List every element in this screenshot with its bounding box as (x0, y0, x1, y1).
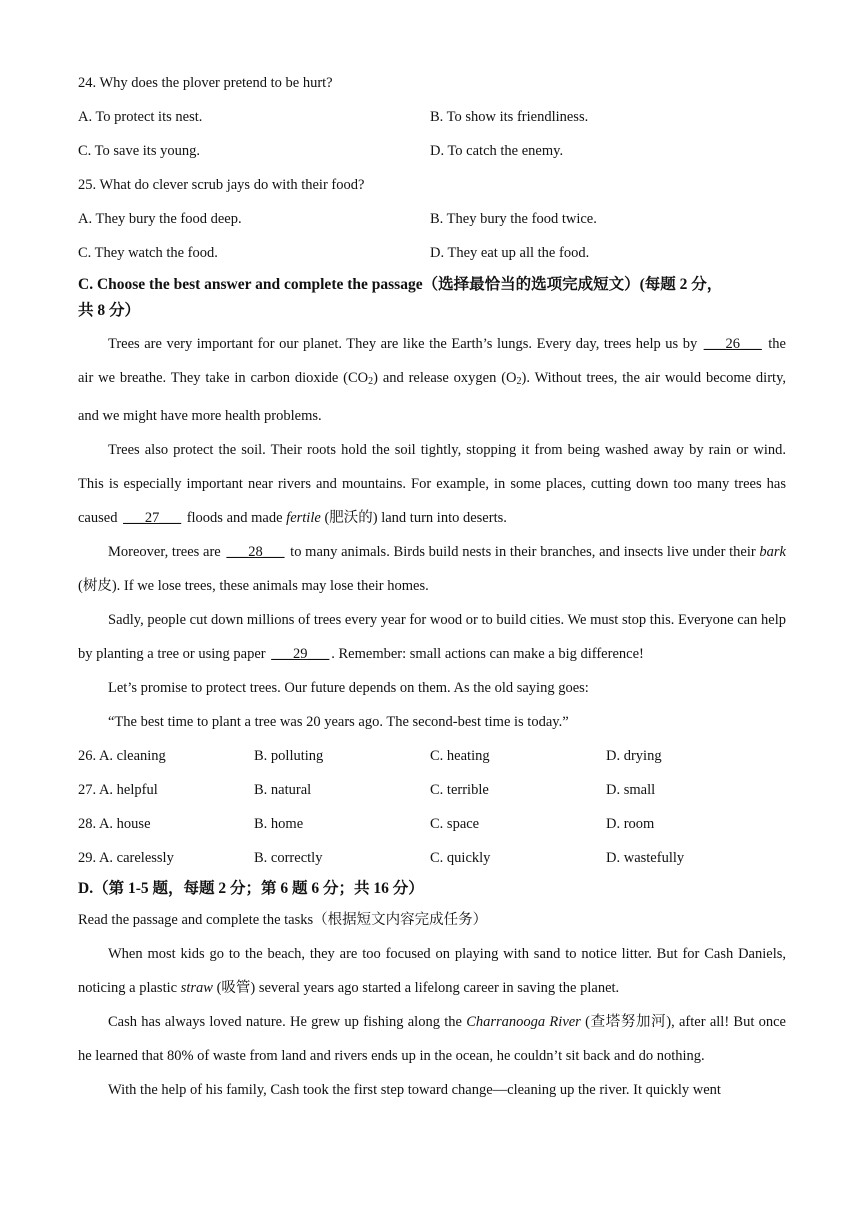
option-29-a[interactable]: 29. A. carelessly (78, 850, 174, 866)
option-28-b[interactable]: B. home (254, 816, 304, 832)
option-27-a[interactable]: 27. A. helpful (78, 782, 158, 798)
option-24-a[interactable]: A. To protect its nest. (78, 109, 203, 125)
option-29-c[interactable]: C. quickly (430, 850, 491, 866)
section-c-heading-line-2: 共 8 分） (78, 302, 141, 319)
option-25-c[interactable]: C. They watch the food. (78, 245, 218, 261)
option-26-b[interactable]: B. polluting (254, 748, 324, 764)
option-29-b[interactable]: B. correctly (254, 850, 323, 866)
option-24-d[interactable]: D. To catch the enemy. (430, 143, 564, 159)
option-27-c[interactable]: C. terrible (430, 782, 489, 798)
option-27-b[interactable]: B. natural (254, 782, 312, 798)
question-25-options-row-2 (78, 236, 786, 270)
option-26-a[interactable]: 26. A. cleaning (78, 748, 166, 764)
question-24-options-row-1 (78, 100, 786, 134)
option-28-d[interactable]: D. room (606, 816, 655, 832)
blank-27: ___27___ (123, 510, 182, 526)
options-row-26 (78, 739, 786, 773)
section-c-heading-line-1: C. Choose the best answer and complete the passage（选择最恰当的选项完成短文）(每题 2 分， (78, 276, 723, 293)
passage-d-paragraph-3: With the help of his family, Cash took the first step toward change—cleaning up the river. It quickly went (108, 1082, 721, 1098)
option-27-d[interactable]: D. small (606, 782, 656, 798)
passage-d-paragraph-2: Cash has always loved nature. He grew up fishing along the Charranooga River (查塔努加河), after all! But once he learned that 80% of waste from land and rivers ends up in the ocean, he couldn’t sit back and do nothing. (78, 1014, 786, 1064)
question-24: 24. Why does the plover pretend to be hurt? (78, 75, 333, 91)
option-26-d[interactable]: D. drying (606, 748, 662, 764)
blank-26: ___26___ (703, 336, 762, 352)
options-row-28 (78, 807, 786, 841)
passage-c-paragraph-5: Let’s promise to protect trees. Our future depends on them. As the old saying goes: (108, 680, 589, 696)
option-25-b[interactable]: B. They bury the food twice. (430, 211, 597, 227)
option-28-c[interactable]: C. space (430, 816, 480, 832)
passage-c-quote: “The best time to plant a tree was 20 years ago. The second-best time is today.” (108, 714, 569, 730)
passage-d-paragraph-1: When most kids go to the beach, they are too focused on playing with sand to notice litter. But for Cash Daniels, noticing a plastic straw (吸管) several years ago started a lifelong career in saving the planet. (78, 946, 786, 996)
blank-29: ___29___ (271, 646, 330, 662)
section-d-instruction: Read the passage and complete the tasks（根据短文内容完成任务） (78, 912, 488, 928)
options-row-29 (78, 841, 786, 875)
exam-page (78, 66, 786, 1107)
passage-c-paragraph-2: Trees also protect the soil. Their roots hold the soil tightly, stopping it from being washed away by rain or wind. This is especially important near rivers and mountains. For example, in some places, cutting down too many trees has caused ___27___ floods and made fertile (肥沃的) land turn into deserts. (78, 442, 786, 526)
question-25: 25. What do clever scrub jays do with their food? (78, 177, 365, 193)
blank-28: ___28___ (226, 544, 285, 560)
passage-c-paragraph-3: Moreover, trees are ___28___ to many animals. Birds build nests in their branches, and insects live under their bark (树皮). If we lose trees, these animals may lose their homes. (78, 544, 786, 594)
passage-c-paragraph-1: Trees are very important for our planet. They are like the Earth’s lungs. Every day, trees help us by ___26___ the air we breathe. They take in carbon dioxide $(CO_2)$ and release oxygen $(O_2)$. Without trees, the air would become dirty, and we might have more health problems. (78, 336, 786, 424)
option-25-d[interactable]: D. They eat up all the food. (430, 245, 590, 261)
option-28-a[interactable]: 28. A. house (78, 816, 151, 832)
option-26-c[interactable]: C. heating (430, 748, 490, 764)
question-25-options-row-1 (78, 202, 786, 236)
option-24-c[interactable]: C. To save its young. (78, 143, 200, 159)
option-25-a[interactable]: A. They bury the food deep. (78, 211, 242, 227)
option-24-b[interactable]: B. To show its friendliness. (430, 109, 589, 125)
question-24-options-row-2 (78, 134, 786, 168)
section-c-heading (78, 272, 786, 324)
section-d-heading: D.（第 1-5 题，每题 2 分；第 6 题 6 分；共 16 分） (78, 880, 424, 897)
options-row-27 (78, 773, 786, 807)
option-29-d[interactable]: D. wastefully (606, 850, 685, 866)
passage-c-paragraph-4: Sadly, people cut down millions of trees every year for wood or to build cities. We must stop this. Everyone can help by planting a tree or using paper ___29___ . Remember: small actions can make a big difference! (78, 612, 786, 662)
